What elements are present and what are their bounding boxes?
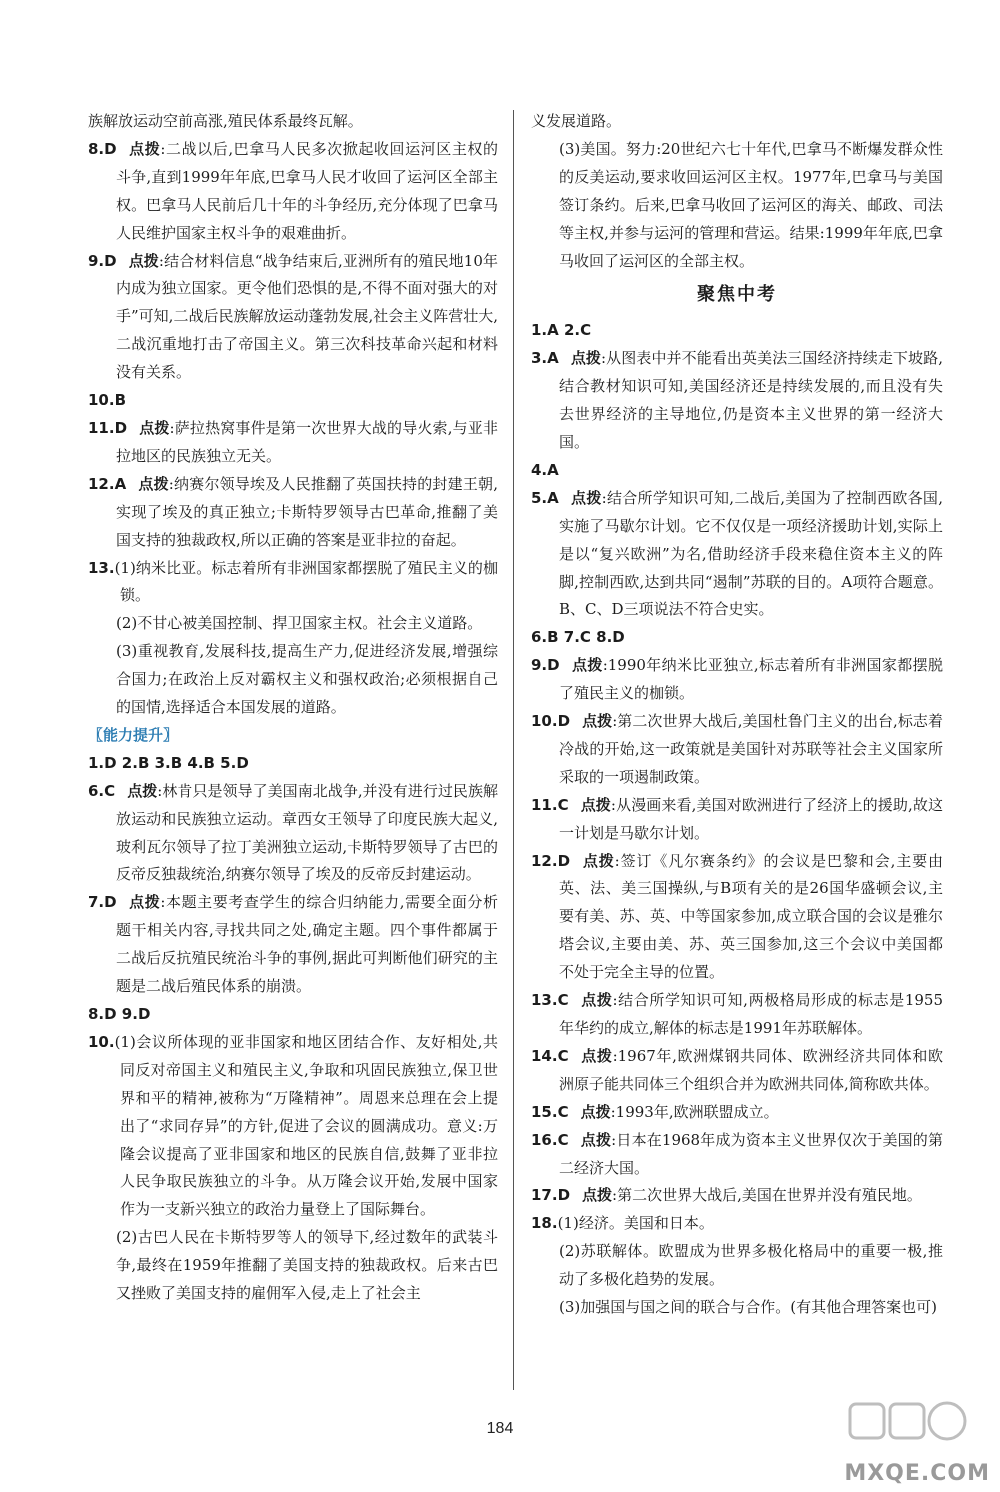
answer-item [531, 792, 943, 848]
answer-subpart: (3)美国。努力:20世纪六七十年代,巴拿马不断爆发群众性的反美运动,要求收回运河区主权。1977年,巴拿马与美国签订条约。后来,巴拿马收回了运河区的海关、邮政、司法等主权,并参与运河的管理和营运。结果:1999年年底,巴拿马收回了运河区的全部主权。 [559, 139, 943, 270]
answer-subpart: (2)古巴人民在卡斯特罗等人的领导下,经过数年的武装斗争,最终在1959年推翻了美国支持的独裁政权。后来古巴又挫败了美国支持的雇佣军入侵,走上了社会主 [116, 1228, 498, 1303]
answer-number: 18. [531, 1214, 558, 1233]
answer-number: 14.C [531, 1046, 569, 1065]
answer-number: 11.C [531, 795, 569, 814]
answer-item [531, 652, 943, 708]
hint-label: 点拨 [138, 474, 169, 493]
hint-label: 点拨 [582, 1186, 613, 1205]
answer-item [88, 136, 498, 248]
answer-text: 二战以后,巴拿马人民多次掀起收回运河区主权的斗争,直到1999年年底,巴拿马人民才收回了运河区全部主权。巴拿马人民前后几十年的斗争经历,充分体现了巴拿马人民维护国家主权斗争的艰难曲折。 [116, 139, 498, 242]
answer-item [531, 708, 943, 792]
answer-number: 11.D [88, 418, 128, 437]
hint-label: 点拨 [580, 991, 613, 1010]
answer-number: 17.D [531, 1186, 571, 1205]
answer-item [531, 485, 943, 625]
answer-item [531, 987, 943, 1043]
answer-text: (1)会议所体现的亚非国家和地区团结合作、友好相处,共同反对帝国主义和殖民主义,争取和巩固民族独立,保卫世界和平的精神,被称为“万隆精神”。周恩来总理在会上提出了“求同存异”的方针,促进了会议的圆满成功。意义:万隆会议提高了亚非国家和地区的民族自信,鼓舞了亚非拉人民争取民族独立的斗争。从万隆会议开始,发展中国家作为一支新兴独立的政治力量登上了国际舞台。 [114, 1032, 498, 1219]
answer-item [531, 1127, 943, 1183]
answer-number: 12.D [531, 851, 571, 870]
answer-item [88, 415, 498, 471]
hint-label: 点拨 [571, 656, 603, 675]
answer-choices: 6.B 7.C 8.D [531, 628, 625, 647]
answer-item [88, 387, 498, 415]
hint-colon: : [610, 1102, 616, 1121]
answer-text: (1)经济。美国和日本。 [557, 1214, 714, 1233]
answer-number: 5.A [531, 488, 559, 507]
hint-colon: : [612, 1186, 618, 1205]
answer-text: 从漫画来看,美国对欧洲进行了经济上的援助,故这一计划是马歇尔计划。 [559, 795, 943, 842]
right-column [531, 108, 943, 1322]
answer-text: 日本在1968年成为资本主义世界仅次于美国的第二经济大国。 [559, 1130, 943, 1177]
hint-colon: : [610, 795, 616, 814]
hint-label: 点拨 [582, 851, 615, 870]
answer-subpart: (2)不甘心被美国控制、捍卫国家主权。社会主义道路。 [116, 614, 483, 633]
answer-item [88, 778, 498, 890]
answer-number: 3.A [531, 349, 559, 368]
answer-text: (1)纳米比亚。标志着所有非洲国家都摆脱了殖民主义的枷锁。 [114, 558, 498, 605]
answer-text: 1990年纳米比亚独立,标志着所有非洲国家都摆脱了殖民主义的枷锁。 [559, 656, 943, 703]
answer-text: 族解放运动空前高涨,殖民体系最终瓦解。 [88, 112, 363, 130]
answer-item [88, 471, 498, 555]
hint-colon: : [602, 656, 608, 675]
hint-label: 点拨 [127, 781, 158, 800]
section-title: 聚焦中考 [697, 284, 777, 306]
answer-number: 7.D [88, 893, 117, 912]
hint-colon: : [157, 781, 163, 800]
hint-colon: : [160, 893, 166, 912]
hint-label: 点拨 [128, 251, 159, 270]
hint-label: 点拨 [128, 139, 161, 158]
hint-colon: : [601, 349, 607, 368]
answer-text: 结合材料信息“战争结束后,亚洲所有的殖民地10年内成为独立国家。更令他们恐惧的是,不得不面对强大的对手”可知,二战后民族解放运动蓬勃发展,社会主义阵营壮大,二战沉重地打击了帝国主义。第三次科技革命兴起和材料没有关系。 [116, 251, 498, 382]
hint-colon: : [614, 851, 620, 870]
answer-text: 萨拉热窝事件是第一次世界大战的导火索,与亚非拉地区的民族独立无关。 [116, 418, 498, 465]
hint-label: 点拨 [580, 795, 611, 814]
answer-number: 15.C [531, 1102, 569, 1121]
hint-colon: : [601, 488, 607, 507]
answer-text: 林肯只是领导了美国南北战争,并没有进行过民族解放运动和民族独立运动。章西女王领导了印度民族大起义,玻利瓦尔领导了拉丁美洲独立运动,卡斯特罗领导了古巴的反帝反独裁统治,纳赛尔领导了埃及的反帝反封建运动。 [116, 781, 498, 884]
hint-colon: : [612, 712, 618, 731]
answer-text: 结合所学知识可知,两极格局形成的标志是1955年华约的成立,解体的标志是1991年苏联解体。 [559, 991, 943, 1037]
answer-choices: 1.A 2.C [531, 321, 592, 340]
answer-item [88, 108, 498, 136]
answer-text: 纳赛尔领导埃及人民推翻了英国扶持的封建王朝,实现了埃及的真正独立;卡斯特罗领导古巴革命,推翻了美国支持的独裁政权,所以正确的答案是亚非拉的奋起。 [116, 474, 498, 549]
answer-text: 签订《凡尔赛条约》的会议是巴黎和会,主要由英、法、美三国操纵,与B项有关的是26国华盛顿会议,主要有美、苏、英、中等国家参加,成立联合国的会议是雅尔塔会议,主要由美、苏、英三国参加,这三个会议中美国都不处于完全主导的位置。 [559, 851, 943, 982]
left-column [88, 108, 498, 1308]
answer-item [531, 848, 943, 988]
answer-text: 第二次世界大战后,美国杜鲁门主义的出台,标志着冷战的开始,这一政策就是美国针对苏联等社会主义国家所采取的一项遏制政策。 [559, 712, 943, 786]
hint-label: 点拨 [582, 712, 613, 731]
answer-item [88, 555, 498, 611]
answer-subpart: 义发展道路。 [531, 112, 622, 130]
answer-number: 9.D [531, 656, 560, 675]
answer-text: 结合所学知识可知,二战后,美国为了控制西欧各国,实施了马歇尔计划。它不仅仅是一项经济援助计划,实际上是以“复兴欧洲”为名,借助经济手段来稳住资本主义的阵脚,控制西欧,达到共同“遏制”苏联的目的。A项符合题意。B、C、D三项说法不符合史实。 [559, 488, 943, 619]
answer-number: 10. [88, 1032, 115, 1051]
hint-label: 点拨 [128, 893, 161, 912]
answer-text: 1967年,欧洲煤钢共同体、欧洲经济共同体和欧洲原子能共同体三个组织合并为欧洲共同体,简称欧共体。 [559, 1046, 943, 1093]
hint-label: 点拨 [580, 1102, 611, 1121]
answer-item [531, 1210, 943, 1238]
hint-label: 点拨 [570, 349, 602, 368]
answer-subpart: (3)重视教育,发展科技,提高生产力,促进经济发展,增强综合国力;在政治上反对霸权主义和强权政治;必须根据自己的国情,选择适合本国发展的道路。 [116, 642, 498, 717]
answer-text: 从图表中并不能看出英美法三国经济持续走下坡路,结合教材知识可知,美国经济还是持续发展的,而且没有失去世界经济的主导地位,仍是资本主义世界的第一经济大国。 [559, 349, 943, 451]
answer-number: 13.C [531, 991, 569, 1010]
answer-item [531, 1099, 943, 1127]
answer-choices: 1.D 2.B 3.B 4.B 5.D [88, 753, 249, 772]
answer-number: 10.D [531, 712, 571, 731]
hint-colon: : [611, 1130, 617, 1149]
answer-choices: 4.A [531, 460, 559, 479]
hint-colon: : [168, 474, 174, 493]
answer-number: 13. [88, 558, 115, 577]
answer-subpart: (3)加强国与国之间的联合与合作。(有其他合理答案也可) [559, 1298, 937, 1317]
hint-label: 点拨 [139, 418, 170, 437]
answer-item [88, 889, 498, 1001]
answer-number: 6.C [88, 781, 116, 800]
answer-item [88, 1029, 498, 1224]
hint-label: 点拨 [580, 1130, 612, 1149]
answer-item [531, 1182, 943, 1210]
hint-colon: : [612, 1046, 618, 1065]
answer-number: 9.D [88, 251, 117, 270]
answer-text: 本题主要考查学生的综合归纳能力,需要全面分析题干相关内容,寻找共同之处,确定主题。四个事件都属于二战后反抗殖民统治斗争的事例,据此可判断他们研究的主题是二战后殖民体系的崩溃。 [116, 893, 498, 996]
answer-item [88, 248, 498, 388]
answer-item [531, 1043, 943, 1099]
hint-label: 点拨 [580, 1046, 613, 1065]
answer-choices: 8.D 9.D [88, 1005, 151, 1023]
answer-number: 12.A [88, 474, 127, 493]
page-number: 184 [486, 1420, 514, 1437]
hint-colon: : [160, 139, 166, 158]
answer-number: 8.D [88, 139, 117, 158]
watermark-text: MXQE.COM [844, 1461, 990, 1486]
hint-colon: : [169, 418, 175, 437]
answer-number: 10.B [88, 391, 127, 410]
column-divider [513, 110, 514, 1390]
hint-colon: : [612, 991, 618, 1010]
hint-colon: : [158, 251, 164, 270]
answer-text: 1993年,欧洲联盟成立。 [615, 1102, 779, 1121]
hint-label: 点拨 [570, 488, 602, 507]
answer-number: 16.C [531, 1130, 569, 1149]
answer-subpart: (2)苏联解体。欧盟成为世界多极化格局中的重要一极,推动了多极化趋势的发展。 [559, 1242, 943, 1289]
answer-item [531, 345, 943, 457]
section-tag-ability: 〖能力提升〗 [88, 725, 179, 744]
answer-text: 第二次世界大战后,美国在世界并没有殖民地。 [617, 1186, 922, 1205]
